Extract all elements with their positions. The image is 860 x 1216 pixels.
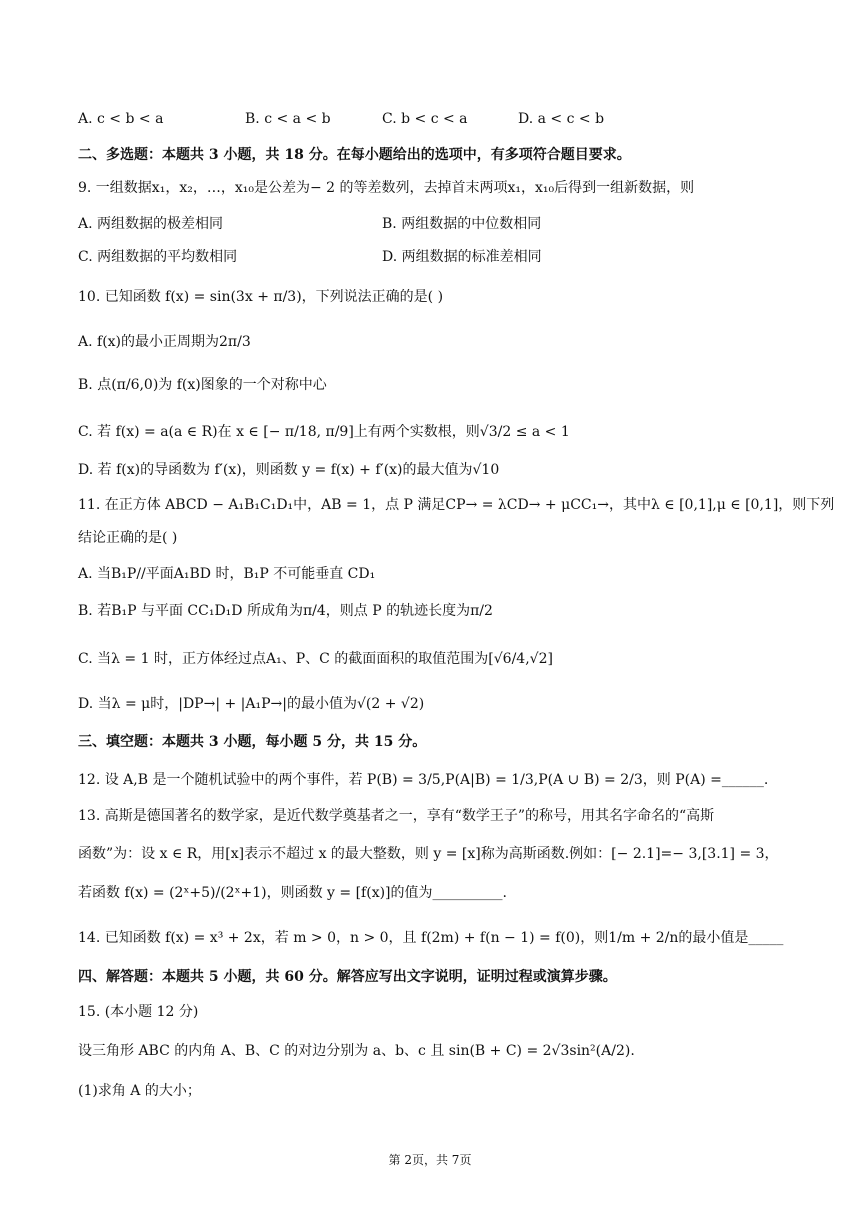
q12: 12. 设 A,B 是一个随机试验中的两个事件，若 P(B) = 3/5,P(A|B) = 1/3,P(A ∪ B) = 2/3，则 P(A) =______. [78, 772, 769, 788]
q8-option-a: A. c < b < a [78, 111, 164, 127]
q13-line3: 若函数 f(x) = (2ˣ+5)/(2ˣ+1)，则函数 y = [f(x)]的值为__________. [78, 885, 507, 901]
q13-line1: 13. 高斯是德国著名的数学家，是近代数学奠基者之一，享有“数学王子”的称号，用其名字命名的“高斯 [78, 808, 715, 824]
q10-option-a: A. f(x)的最小正周期为2π/3 [78, 334, 251, 350]
q14: 14. 已知函数 f(x) = x³ + 2x，若 m > 0，n > 0，且 f(2m) + f(n − 1) = f(0)，则1/m + 2/n的最小值是_____ [78, 930, 784, 946]
q13-line2: 函数”为：设 x ∈ R，用[x]表示不超过 x 的最大整数，则 y = [x]称为高斯函数.例如：[− 2.1]=− 3,[3.1] = 3， [78, 846, 779, 862]
q8-option-b: B. c < a < b [245, 111, 331, 127]
q10-option-b: B. 点(π/6,0)为 f(x)图象的一个对称中心 [78, 377, 327, 393]
page-footer: 第 2页，共 7页 [388, 1153, 472, 1167]
q8-option-c: C. b < c < a [382, 111, 468, 127]
q11-option-c: C. 当λ = 1 时，正方体经过点A₁、P、C 的截面面积的取值范围为[√6/4,√2] [78, 651, 553, 667]
section2-heading: 二、多选题：本题共 3 小题，共 18 分。在每小题给出的选项中，有多项符合题目要求。 [78, 147, 631, 163]
q11-stem-line2: 结论正确的是( ) [78, 530, 178, 546]
q9-option-a: A. 两组数据的极差相同 [78, 216, 224, 232]
q11-option-d: D. 当λ = μ时，|DP→| + |A₁P→|的最小值为√(2 + √2) [78, 696, 425, 712]
q9-stem: 9. 一组数据x₁，x₂，…，x₁₀是公差为− 2 的等差数列，去掉首末两项x₁，x₁₀后得到一组新数据，则 [78, 180, 695, 196]
q10-option-d: D. 若 f(x)的导函数为 f′(x)，则函数 y = f(x) + f′(x)的最大值为√10 [78, 462, 500, 478]
section4-heading: 四、解答题：本题共 5 小题，共 60 分。解答应写出文字说明，证明过程或演算步骤。 [78, 969, 617, 985]
q8-option-d: D. a < c < b [518, 111, 605, 127]
q11-stem-line1: 11. 在正方体 ABCD − A₁B₁C₁D₁中，AB = 1，点 P 满足CP→ = λCD→ + μCC₁→，其中λ ∈ [0,1],μ ∈ [0,1]，则下列 [78, 497, 835, 513]
q15-stem: 设三角形 ABC 的内角 A、B、C 的对边分别为 a、b、c 且 sin(B + C) = 2√3sin²(A/2). [78, 1043, 635, 1059]
q15-title: 15. (本小题 12 分) [78, 1004, 199, 1020]
q15-part1: (1)求角 A 的大小； [78, 1083, 201, 1099]
q9-option-c: C. 两组数据的平均数相同 [78, 249, 238, 265]
q11-option-a: A. 当B₁P//平面A₁BD 时，B₁P 不可能垂直 CD₁ [78, 566, 376, 582]
q9-option-d: D. 两组数据的标准差相同 [382, 249, 542, 265]
q10-stem: 10. 已知函数 f(x) = sin(3x + π/3)，下列说法正确的是( ) [78, 289, 444, 305]
q11-option-b: B. 若B₁P 与平面 CC₁D₁D 所成角为π/4，则点 P 的轨迹长度为π/2 [78, 603, 493, 619]
q10-option-c: C. 若 f(x) = a(a ∈ R)在 x ∈ [− π/18, π/9]上有两个实数根，则√3/2 ≤ a < 1 [78, 424, 570, 440]
q9-option-b: B. 两组数据的中位数相同 [382, 216, 542, 232]
section3-heading: 三、填空题：本题共 3 小题，每小题 5 分，共 15 分。 [78, 734, 427, 750]
